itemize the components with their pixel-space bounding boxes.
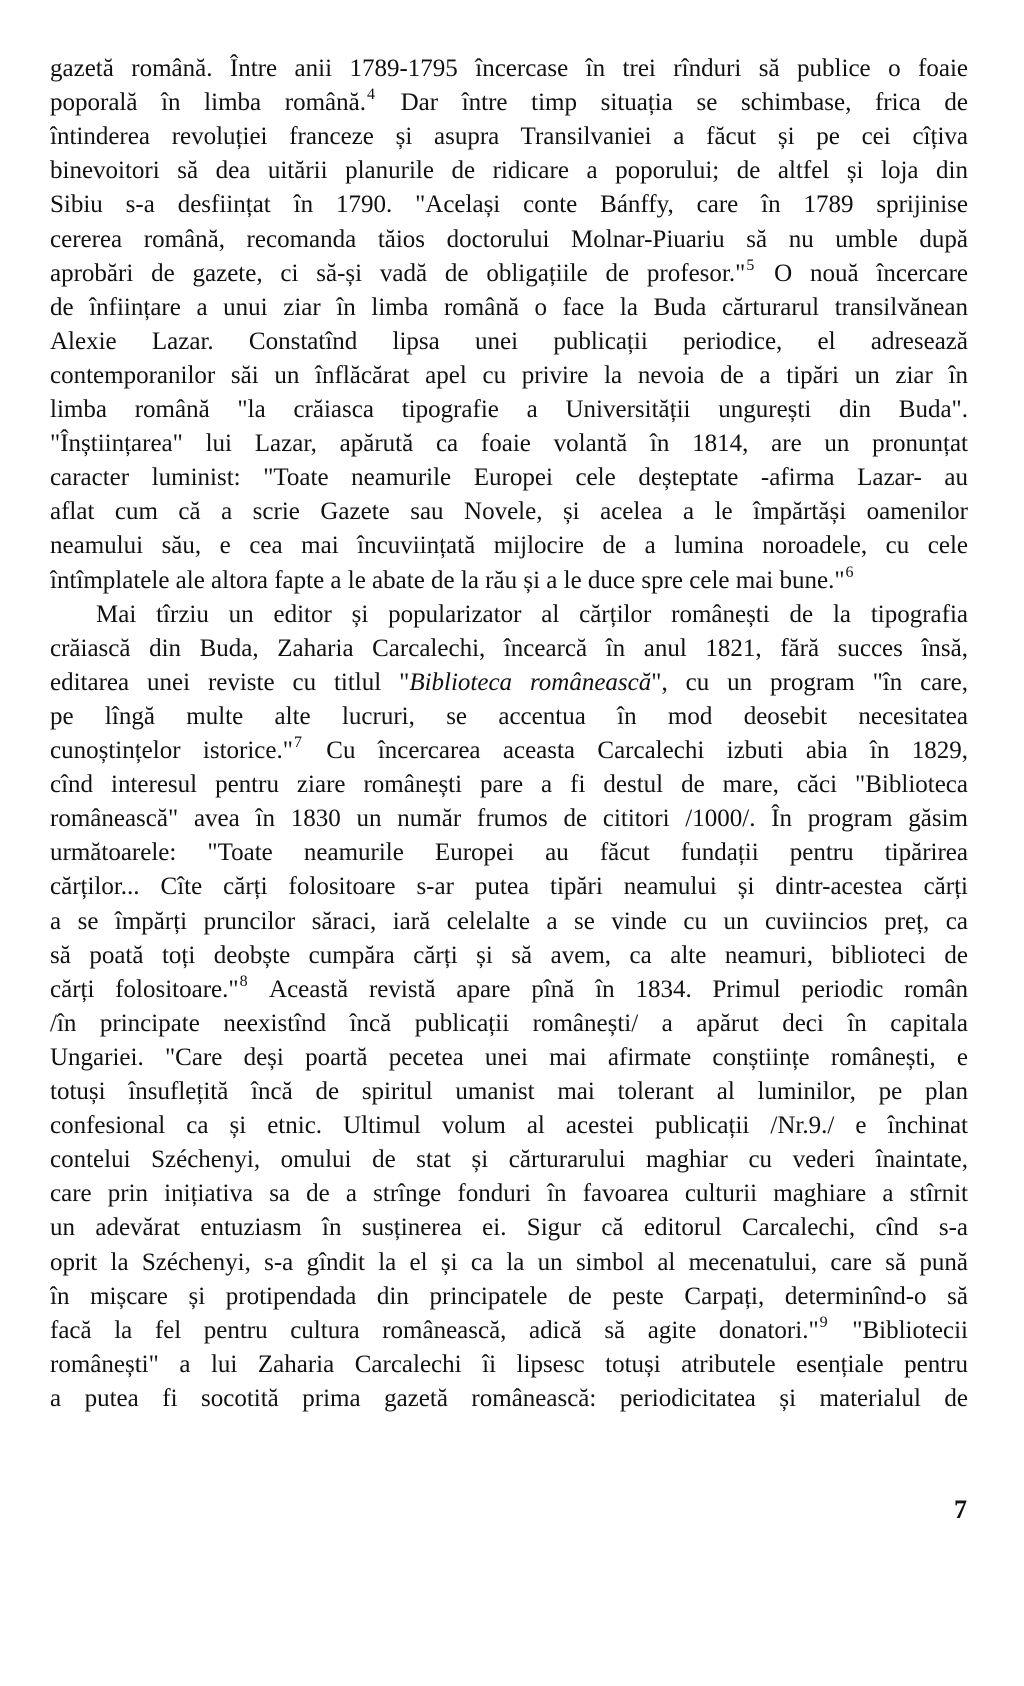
text-line bbox=[50, 939, 968, 973]
line-text-continued: O nouă încercare bbox=[756, 259, 968, 287]
line-text: Ungariei. "Care deși poartă pecetea unei mai afirmate conștiințe românești, e bbox=[50, 1043, 968, 1071]
line-text: Mai tîrziu un editor și popularizator al cărților românești de la tipografia bbox=[96, 600, 968, 628]
text-line bbox=[50, 836, 968, 870]
line-text: cărți folositoare." bbox=[50, 975, 239, 1003]
line-text: a putea fi socotită prima gazetă românească: periodicitatea și materialul de bbox=[50, 1384, 968, 1412]
footnote-marker: 5 bbox=[746, 256, 755, 274]
text-line bbox=[50, 870, 968, 904]
text-line bbox=[50, 768, 968, 802]
line-text: în mișcare și protipendada din principatele de peste Carpați, determinînd-o să bbox=[50, 1282, 968, 1310]
footnote-marker: 9 bbox=[819, 1313, 828, 1331]
text-line bbox=[50, 564, 968, 598]
text-line bbox=[50, 427, 968, 461]
line-text-continued: "Bibliotecii bbox=[829, 1316, 968, 1344]
line-text: întîmplatele ale altora fapte a le abate de la rău și a le duce spre cele mai bune." bbox=[50, 566, 845, 594]
line-text: Sibiu s-a desființat în 1790. "Același conte Bánffy, care în 1789 sprijinise bbox=[50, 191, 968, 219]
line-text-continued: ", cu un program "în care, bbox=[651, 668, 968, 696]
text-line bbox=[50, 1246, 968, 1280]
line-text: editarea unei reviste cu titlul " bbox=[50, 668, 410, 696]
page-number: 7 bbox=[954, 1495, 967, 1524]
line-text: contemporanilor săi un înflăcărat apel cu privire la nevoia de a tipări un ziar în bbox=[50, 361, 968, 389]
text-line bbox=[50, 154, 968, 188]
text-line bbox=[50, 802, 968, 836]
line-text: crăiască din Buda, Zaharia Carcalechi, încearcă în anul 1821, fără succes însă, bbox=[50, 634, 968, 662]
line-text: românească" avea în 1830 un număr frumos de cititori /1000/. În program găsim bbox=[50, 805, 968, 833]
text-line bbox=[50, 223, 968, 257]
text-line bbox=[50, 973, 968, 1007]
line-text: Alexie Lazar. Constatînd lipsa unei publicații periodice, el adresează bbox=[50, 327, 968, 355]
line-text: contelui Széchenyi, omului de stat și cărturarului maghiar cu vederi înaintate, bbox=[50, 1146, 968, 1174]
text-line bbox=[50, 1382, 968, 1416]
line-text: /în principate neexistînd încă publicații românești/ a apărut deci în capitala bbox=[50, 1009, 968, 1037]
footnote-marker: 8 bbox=[239, 972, 248, 990]
line-text: poporală în limba română. bbox=[50, 89, 366, 117]
text-line bbox=[50, 1211, 968, 1245]
line-text: a se împărți pruncilor săraci, iară celelalte a se vinde cu un cuviincios preț, ca bbox=[50, 907, 968, 935]
line-text: limba română "la crăiasca tipografie a Universității ungurești din Buda". bbox=[50, 396, 968, 423]
text-line bbox=[50, 188, 968, 222]
text-line bbox=[50, 495, 968, 529]
line-text: oprit la Széchenyi, s-a gîndit la el și ca la un simbol al mecenatului, care să pună bbox=[50, 1248, 968, 1276]
line-text-continued: Cu încercarea aceasta Carcalechi izbuti abia în 1829, bbox=[303, 737, 968, 764]
text-line bbox=[50, 734, 968, 768]
line-text: întinderea revoluției franceze și asupra Transilvaniei a făcut și pe cei cîțiva bbox=[50, 123, 968, 151]
text-line bbox=[50, 666, 968, 700]
text-line bbox=[50, 257, 968, 291]
line-text: cînd interesul pentru ziare românești pare a fi destul de mare, căci "Biblioteca bbox=[50, 771, 968, 799]
footnote-marker: 4 bbox=[366, 86, 375, 104]
line-text: totuși însuflețită încă de spiritul umanist mai tolerant al luminilor, pe plan bbox=[50, 1078, 968, 1105]
line-text: binevoitori să dea uitării planurile de ridicare a poporului; de altfel și loja din bbox=[50, 157, 968, 185]
line-text-continued: Dar între timp situația se schimbase, frica de bbox=[376, 89, 968, 117]
text-line bbox=[50, 359, 968, 393]
line-text: care prin inițiativa sa de a strînge fonduri în favoarea culturii maghiare a stîrnit bbox=[50, 1180, 968, 1208]
line-text: facă la fel pentru cultura românească, adică să agite donatori." bbox=[50, 1316, 819, 1344]
line-text: un adevărat entuziasm în susținerea ei. Sigur că editorul Carcalechi, cînd s-a bbox=[50, 1214, 968, 1242]
text-line bbox=[50, 52, 968, 86]
text-line bbox=[50, 1041, 968, 1075]
footnote-marker: 7 bbox=[293, 734, 302, 751]
italic-title: Biblioteca românească bbox=[409, 668, 652, 696]
text-line bbox=[50, 529, 968, 563]
footnote-marker: 6 bbox=[845, 563, 854, 581]
text-line bbox=[50, 291, 968, 325]
line-text: cunoștințelor istorice." bbox=[50, 737, 293, 764]
line-text: românești" a lui Zaharia Carcalechi îi lipsesc totuși atributele esențiale pentru bbox=[50, 1350, 968, 1378]
text-line bbox=[50, 1109, 968, 1143]
text-line bbox=[50, 120, 968, 154]
text-line bbox=[50, 1280, 968, 1314]
text-line bbox=[50, 86, 968, 120]
line-text: "Înștiințarea" lui Lazar, apărută ca foaie volantă în 1814, are un pronunțat bbox=[50, 430, 968, 458]
text-line bbox=[96, 598, 968, 632]
text-line bbox=[50, 393, 968, 427]
line-text: cererea română, recomanda tăios doctorului Molnar-Piuariu să nu umble după bbox=[50, 225, 968, 253]
text-line bbox=[50, 1348, 968, 1382]
text-line bbox=[50, 1177, 968, 1211]
text-line bbox=[50, 632, 968, 666]
text-line bbox=[50, 1075, 968, 1109]
line-text: gazetă română. Între anii 1789-1795 încercase în trei rînduri să publice o foaie bbox=[50, 55, 968, 82]
text-line bbox=[50, 325, 968, 359]
text-line bbox=[50, 905, 968, 939]
line-text: confesional ca și etnic. Ultimul volum al acestei publicații /Nr.9./ e închinat bbox=[50, 1112, 968, 1140]
text-line bbox=[50, 700, 968, 734]
line-text: cărților... Cîte cărți folositoare s-ar putea tipări neamului și dintr-acestea cărți bbox=[50, 873, 968, 901]
line-text: aflat cum că a scrie Gazete sau Novele, și acelea a le împărtăși oamenilor bbox=[50, 498, 968, 526]
line-text-continued: Această revistă apare pînă în 1834. Primul periodic român bbox=[249, 975, 968, 1003]
text-line bbox=[50, 1007, 968, 1041]
text-line bbox=[50, 1143, 968, 1177]
text-line bbox=[50, 461, 968, 495]
text-line bbox=[50, 1314, 968, 1348]
line-text: următoarele: "Toate neamurile Europei au făcut fundații pentru tipărirea bbox=[50, 839, 968, 867]
line-text: caracter luminist: "Toate neamurile Europei cele deșteptate -afirma Lazar- au bbox=[50, 464, 968, 492]
line-text: să poată toți deobște cumpăra cărți și să avem, ca alte neamuri, biblioteci de bbox=[50, 941, 968, 969]
line-text: aprobări de gazete, ci să-și vadă de obligațiile de profesor." bbox=[50, 259, 746, 287]
line-text: pe lîngă multe alte lucruri, se accentua în mod deosebit necesitatea bbox=[50, 702, 968, 730]
line-text: de înființare a unui ziar în limba română o face la Buda cărturarul transilvănean bbox=[50, 293, 968, 321]
line-text: neamului său, e cea mai încuviințată mijlocire de a lumina noroadele, cu cele bbox=[50, 532, 968, 560]
